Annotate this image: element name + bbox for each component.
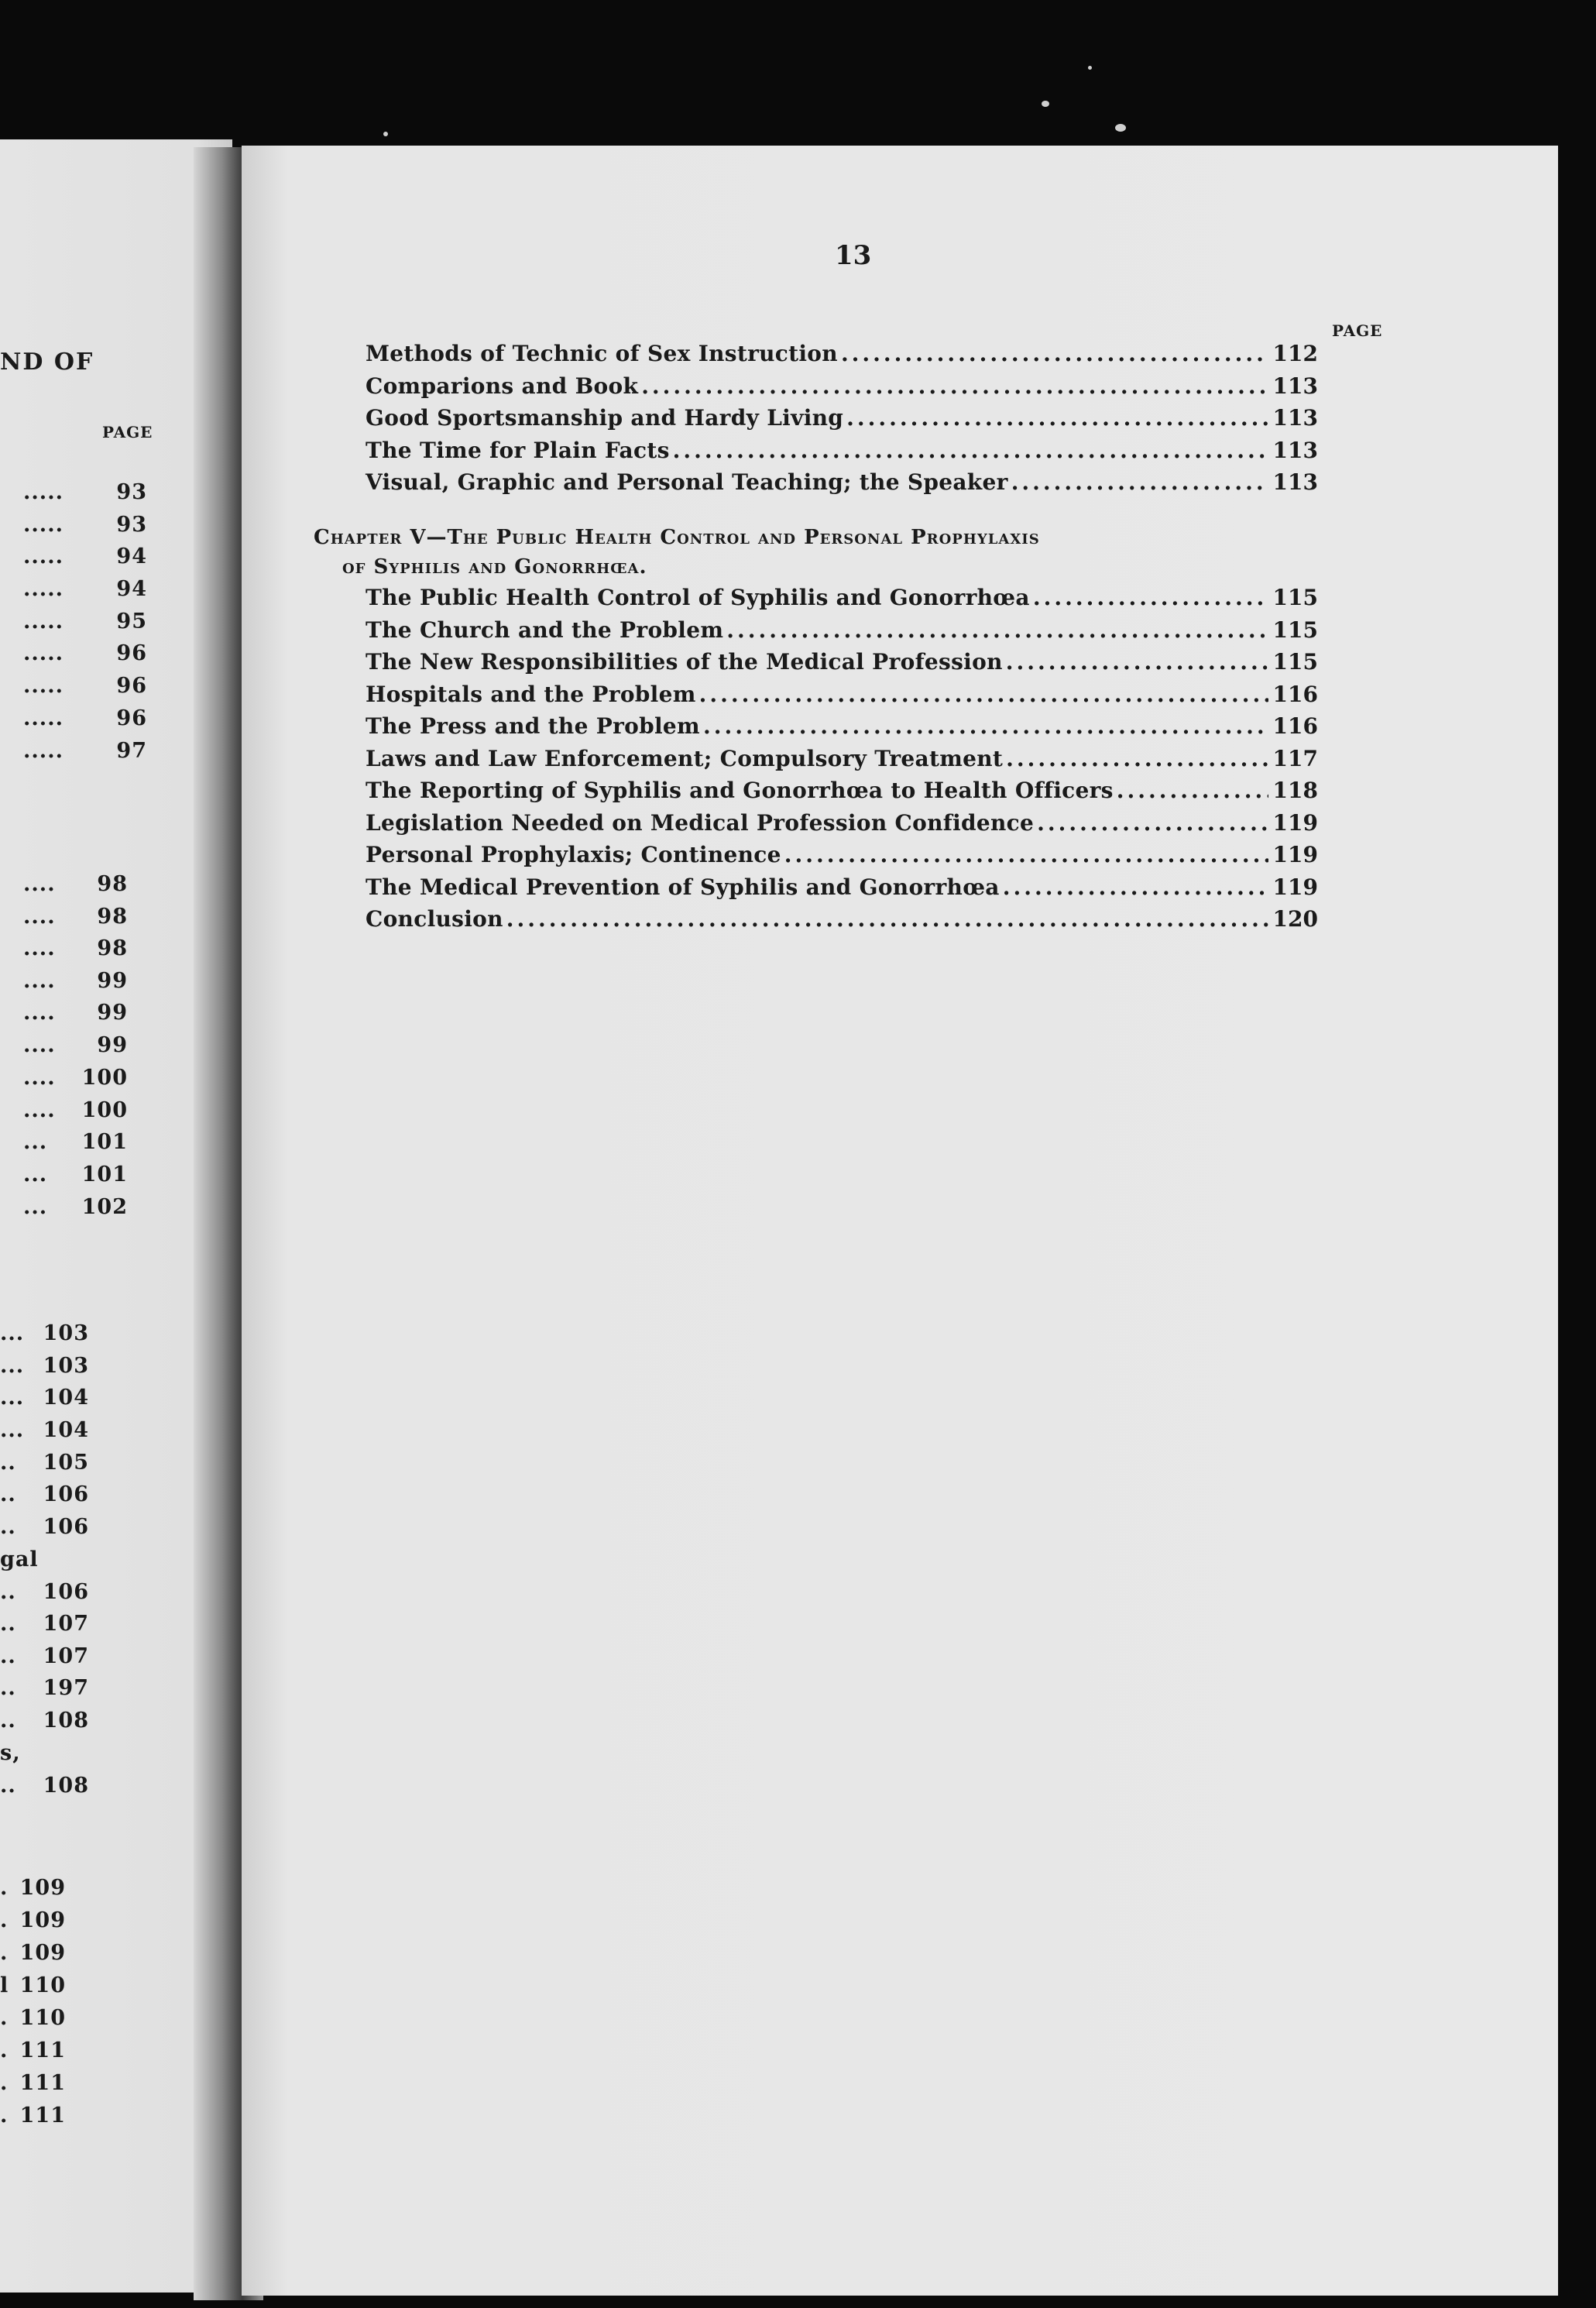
left-fragment-page: 98 bbox=[97, 905, 128, 929]
left-fragment-dots: .. bbox=[0, 1515, 16, 1539]
toc-entry bbox=[366, 438, 1318, 469]
left-fragment-dots: .... bbox=[23, 1001, 56, 1025]
left-page-fragment bbox=[0, 1741, 89, 1765]
left-fragment-dots: ... bbox=[0, 1386, 25, 1410]
left-fragment-page: 96 bbox=[116, 641, 147, 665]
toc-entry bbox=[366, 713, 1318, 745]
left-page-fragment bbox=[0, 1676, 89, 1700]
left-page-fragment bbox=[0, 1774, 89, 1798]
left-page-fragment bbox=[0, 1973, 66, 1997]
toc-leader-dots bbox=[703, 713, 1268, 739]
left-fragment-dots: . bbox=[0, 2104, 9, 2128]
toc-leader-dots bbox=[846, 405, 1268, 431]
toc-entry-page: 116 bbox=[1272, 713, 1318, 739]
left-fragment-dots: .... bbox=[23, 905, 56, 929]
toc-entry bbox=[366, 746, 1318, 778]
left-fragment-dots: ..... bbox=[23, 610, 63, 634]
toc-entry-title: The Church and the Problem bbox=[366, 616, 724, 643]
toc-leader-dots bbox=[641, 373, 1268, 399]
left-fragment-dots: .... bbox=[23, 1033, 56, 1057]
toc-entry-title: The Medical Prevention of Syphilis and Gonorrhœa bbox=[366, 874, 1000, 900]
left-page-fragment bbox=[0, 1709, 89, 1733]
left-fragment-dots: ..... bbox=[23, 544, 63, 568]
left-page-fragment bbox=[23, 1098, 128, 1122]
left-fragment-dots: .. bbox=[0, 1644, 16, 1668]
scan-speck bbox=[1088, 66, 1092, 70]
toc-entry-page: 116 bbox=[1272, 681, 1318, 707]
toc-entry bbox=[366, 373, 1318, 405]
toc-entry-page: 113 bbox=[1272, 469, 1318, 495]
left-page-fragment bbox=[23, 1163, 128, 1187]
toc-entry bbox=[366, 585, 1318, 616]
toc-leader-dots bbox=[1003, 874, 1268, 900]
toc-entry-page: 120 bbox=[1272, 906, 1318, 932]
chapter-heading-line2: of Syphilis and Gonorrhœa. bbox=[342, 555, 647, 579]
left-fragment-dots: . bbox=[0, 1876, 9, 1900]
toc-leader-dots bbox=[1006, 649, 1268, 675]
left-page-fragment bbox=[0, 1354, 89, 1378]
toc-entry-page: 117 bbox=[1272, 745, 1318, 771]
toc-entry bbox=[366, 778, 1318, 809]
left-fragment-dots: s, bbox=[0, 1741, 21, 1765]
left-page-fragment bbox=[23, 1066, 128, 1090]
left-page-fragment bbox=[23, 969, 128, 993]
left-fragment-dots: .. bbox=[0, 1580, 16, 1604]
left-fragment-page: 111 bbox=[19, 2038, 66, 2062]
toc-entry-title: The Reporting of Syphilis and Gonorrhœa to Health Officers bbox=[366, 778, 1114, 803]
left-fragment-page: 99 bbox=[97, 1001, 128, 1025]
toc-entry-title: Hospitals and the Problem bbox=[366, 681, 696, 707]
left-fragment-page: 94 bbox=[116, 577, 147, 601]
left-fragment-page: 93 bbox=[116, 513, 147, 537]
left-fragment-page: 95 bbox=[116, 610, 147, 634]
left-fragment-page: 105 bbox=[43, 1451, 89, 1475]
toc-leader-dots bbox=[506, 906, 1268, 932]
left-page-fragment bbox=[23, 872, 128, 896]
left-page-fragment bbox=[23, 936, 128, 960]
left-page-fragment bbox=[23, 480, 147, 504]
scan-speck bbox=[383, 132, 388, 136]
left-page-fragment bbox=[23, 1033, 128, 1057]
chapter-heading bbox=[314, 523, 1320, 582]
left-fragment-dots: gal bbox=[0, 1547, 39, 1571]
left-fragment-page: 101 bbox=[81, 1163, 128, 1187]
toc-entry bbox=[366, 842, 1318, 874]
left-page-fragment bbox=[0, 2071, 66, 2095]
toc-entry bbox=[366, 617, 1318, 649]
toc-entry-title: Visual, Graphic and Personal Teaching; the Speaker bbox=[366, 469, 1008, 495]
left-fragment-page: 106 bbox=[43, 1515, 89, 1539]
page-column-label: PAGE bbox=[1332, 321, 1383, 340]
left-page-fragment bbox=[0, 1321, 89, 1345]
left-fragment-dots: ... bbox=[0, 1418, 25, 1442]
left-fragment-dots: .. bbox=[0, 1612, 16, 1636]
left-fragment-dots: ..... bbox=[23, 674, 63, 698]
left-fragment-page: 98 bbox=[97, 872, 128, 896]
left-page-fragment bbox=[23, 641, 147, 665]
left-page-fragment bbox=[23, 674, 147, 698]
toc-entry-title: Legislation Needed on Medical Profession Confidence bbox=[366, 809, 1035, 836]
left-fragment-page: 111 bbox=[19, 2071, 66, 2095]
left-fragment-page: 100 bbox=[81, 1066, 128, 1090]
left-fragment-dots: .... bbox=[23, 1098, 56, 1122]
left-page-fragment bbox=[0, 1908, 66, 1932]
toc-leader-dots bbox=[1037, 810, 1268, 836]
left-fragment-dots: ... bbox=[0, 1321, 25, 1345]
left-page-fragment bbox=[0, 1418, 89, 1442]
left-fragment-dots: .. bbox=[0, 1451, 16, 1475]
left-page-fragment bbox=[0, 1876, 66, 1900]
toc-entry-page: 113 bbox=[1272, 437, 1318, 463]
toc-entry bbox=[366, 906, 1318, 938]
left-fragment-page: 101 bbox=[81, 1130, 128, 1154]
toc-entry-page: 115 bbox=[1272, 649, 1318, 675]
left-fragment-dots: .. bbox=[0, 1774, 16, 1798]
toc-leader-dots bbox=[1117, 778, 1268, 803]
toc-leader-dots bbox=[673, 438, 1268, 463]
left-fragment-dots: . bbox=[0, 2006, 9, 2030]
left-fragment-page: 103 bbox=[43, 1321, 89, 1345]
left-page-fragment bbox=[0, 2038, 66, 2062]
left-page-fragment bbox=[23, 577, 147, 601]
left-page-fragment bbox=[0, 1515, 89, 1539]
left-page-fragment bbox=[0, 1644, 89, 1668]
left-fragment-page: 108 bbox=[43, 1774, 89, 1798]
left-fragment-page: 109 bbox=[19, 1908, 66, 1932]
toc-entry-title: Comparions and Book bbox=[366, 373, 639, 399]
scan-speck bbox=[1042, 101, 1049, 107]
left-fragment-page: 110 bbox=[19, 2006, 66, 2030]
left-fragment-dots: ..... bbox=[23, 480, 63, 504]
toc-leader-dots bbox=[1006, 746, 1268, 771]
toc-leader-dots bbox=[784, 842, 1268, 867]
left-fragment-page: 94 bbox=[116, 544, 147, 568]
left-fragment-page: 107 bbox=[43, 1612, 89, 1636]
toc-entry-page: 118 bbox=[1272, 778, 1318, 803]
toc-entry-page: 119 bbox=[1272, 874, 1318, 900]
left-fragment-page: 110 bbox=[19, 1973, 66, 1997]
left-fragment-dots: ..... bbox=[23, 739, 63, 763]
left-fragment-page: 103 bbox=[43, 1354, 89, 1378]
left-page-fragment bbox=[0, 1580, 89, 1604]
toc-entry bbox=[366, 341, 1318, 373]
left-fragment-page: 98 bbox=[97, 936, 128, 960]
left-fragment-page: 93 bbox=[116, 480, 147, 504]
left-page-fragment bbox=[23, 706, 147, 730]
left-fragment-page: 99 bbox=[97, 969, 128, 993]
left-page-fragment bbox=[0, 2104, 66, 2128]
left-page-fragment bbox=[23, 1130, 128, 1154]
left-fragment-dots: ..... bbox=[23, 706, 63, 730]
left-fragment-page: 109 bbox=[19, 1876, 66, 1900]
left-fragment-dots: ... bbox=[23, 1195, 48, 1219]
left-fragment-dots: ..... bbox=[23, 641, 63, 665]
toc-entry-title: The Public Health Control of Syphilis and Gonorrhœa bbox=[366, 585, 1030, 610]
toc-leader-dots bbox=[1011, 469, 1268, 495]
toc-entry-title: The Time for Plain Facts bbox=[366, 437, 670, 463]
left-fragment-page: 102 bbox=[81, 1195, 128, 1219]
toc-entry-title: Laws and Law Enforcement; Compulsory Treatment bbox=[366, 745, 1004, 771]
left-page-fragment bbox=[0, 1451, 89, 1475]
left-fragment-dots: . bbox=[0, 2038, 9, 2062]
left-fragment-dots: .... bbox=[23, 936, 56, 960]
left-fragment-dots: .... bbox=[23, 1066, 56, 1090]
toc-entry-page: 115 bbox=[1272, 585, 1318, 610]
left-fragment-page: 97 bbox=[116, 739, 147, 763]
toc-entry-page: 113 bbox=[1272, 405, 1318, 431]
left-page-fragment bbox=[23, 905, 128, 929]
left-page-fragment bbox=[0, 1941, 66, 1965]
toc-leader-dots bbox=[726, 617, 1268, 643]
left-fragment-dots: ..... bbox=[23, 577, 63, 601]
left-fragment-page: 111 bbox=[19, 2104, 66, 2128]
left-fragment-page: 108 bbox=[43, 1709, 89, 1733]
toc-entry bbox=[366, 649, 1318, 681]
left-fragment-page: 106 bbox=[43, 1482, 89, 1506]
left-fragment-dots: . bbox=[0, 1941, 9, 1965]
left-fragment-dots: .. bbox=[0, 1709, 16, 1733]
left-page-heading-fragment: ND OF bbox=[0, 349, 94, 376]
left-page-fragment bbox=[0, 1547, 89, 1571]
left-fragment-dots: ... bbox=[23, 1130, 48, 1154]
left-page-fragment bbox=[0, 2006, 66, 2030]
left-fragment-dots: ... bbox=[23, 1163, 48, 1187]
left-page-fragment bbox=[23, 610, 147, 634]
left-fragment-page: 109 bbox=[19, 1941, 66, 1965]
toc-entry-title: The New Responsibilities of the Medical Profession bbox=[366, 649, 1003, 675]
toc-entry-page: 119 bbox=[1272, 842, 1318, 867]
left-page-fragment bbox=[0, 1482, 89, 1506]
left-fragment-dots: l bbox=[0, 1973, 9, 1997]
toc-entry-title: Methods of Technic of Sex Instruction bbox=[366, 341, 838, 366]
left-fragment-page: 96 bbox=[116, 706, 147, 730]
left-fragment-dots: .. bbox=[0, 1482, 16, 1506]
chapter-heading-line1: Chapter V—The Public Health Control and Personal Prophylaxis bbox=[314, 526, 1040, 549]
toc-entry-page: 113 bbox=[1272, 373, 1318, 399]
left-fragment-page: 107 bbox=[43, 1644, 89, 1668]
toc-entry-page: 112 bbox=[1272, 341, 1318, 366]
left-fragment-page: 100 bbox=[81, 1098, 128, 1122]
toc-entry-page: 119 bbox=[1272, 809, 1318, 836]
toc-entry-title: Good Sportsmanship and Hardy Living bbox=[366, 405, 844, 431]
left-fragment-page: 104 bbox=[43, 1386, 89, 1410]
left-fragment-dots: . bbox=[0, 1908, 9, 1932]
left-fragment-dots: . bbox=[0, 2071, 9, 2095]
left-fragment-page: 106 bbox=[43, 1580, 89, 1604]
toc-entry bbox=[366, 469, 1318, 501]
toc-leader-dots bbox=[699, 682, 1268, 707]
toc-leader-dots bbox=[841, 341, 1268, 366]
left-fragment-dots: .... bbox=[23, 872, 56, 896]
toc-entry bbox=[366, 874, 1318, 906]
left-fragment-dots: ..... bbox=[23, 513, 63, 537]
left-fragment-page: 99 bbox=[97, 1033, 128, 1057]
left-page-fragment bbox=[23, 544, 147, 568]
left-fragment-page: 96 bbox=[116, 674, 147, 698]
toc-entry bbox=[366, 405, 1318, 437]
left-page-fragment bbox=[0, 1612, 89, 1636]
toc-entry bbox=[366, 810, 1318, 842]
left-page-page-label: PAGE bbox=[102, 423, 153, 441]
toc-entry-title: Personal Prophylaxis; Continence bbox=[366, 842, 781, 867]
left-fragment-page: 197 bbox=[43, 1676, 89, 1700]
toc-leader-dots bbox=[1033, 585, 1268, 610]
left-page-fragment bbox=[0, 1386, 89, 1410]
toc-entry-title: The Press and the Problem bbox=[366, 713, 700, 739]
scan-speck bbox=[1115, 124, 1126, 132]
left-fragment-dots: .... bbox=[23, 969, 56, 993]
toc-entry-page: 115 bbox=[1272, 616, 1318, 643]
left-page-fragment bbox=[23, 1001, 128, 1025]
toc-entry-title: Conclusion bbox=[366, 906, 503, 932]
left-fragment-page: 104 bbox=[43, 1418, 89, 1442]
left-page-fragment bbox=[23, 739, 147, 763]
left-fragment-dots: .. bbox=[0, 1676, 16, 1700]
left-page-fragment bbox=[23, 1195, 128, 1219]
left-fragment-dots: ... bbox=[0, 1354, 25, 1378]
toc-entry bbox=[366, 682, 1318, 713]
page-number: 13 bbox=[835, 240, 872, 271]
left-page-fragment bbox=[23, 513, 147, 537]
